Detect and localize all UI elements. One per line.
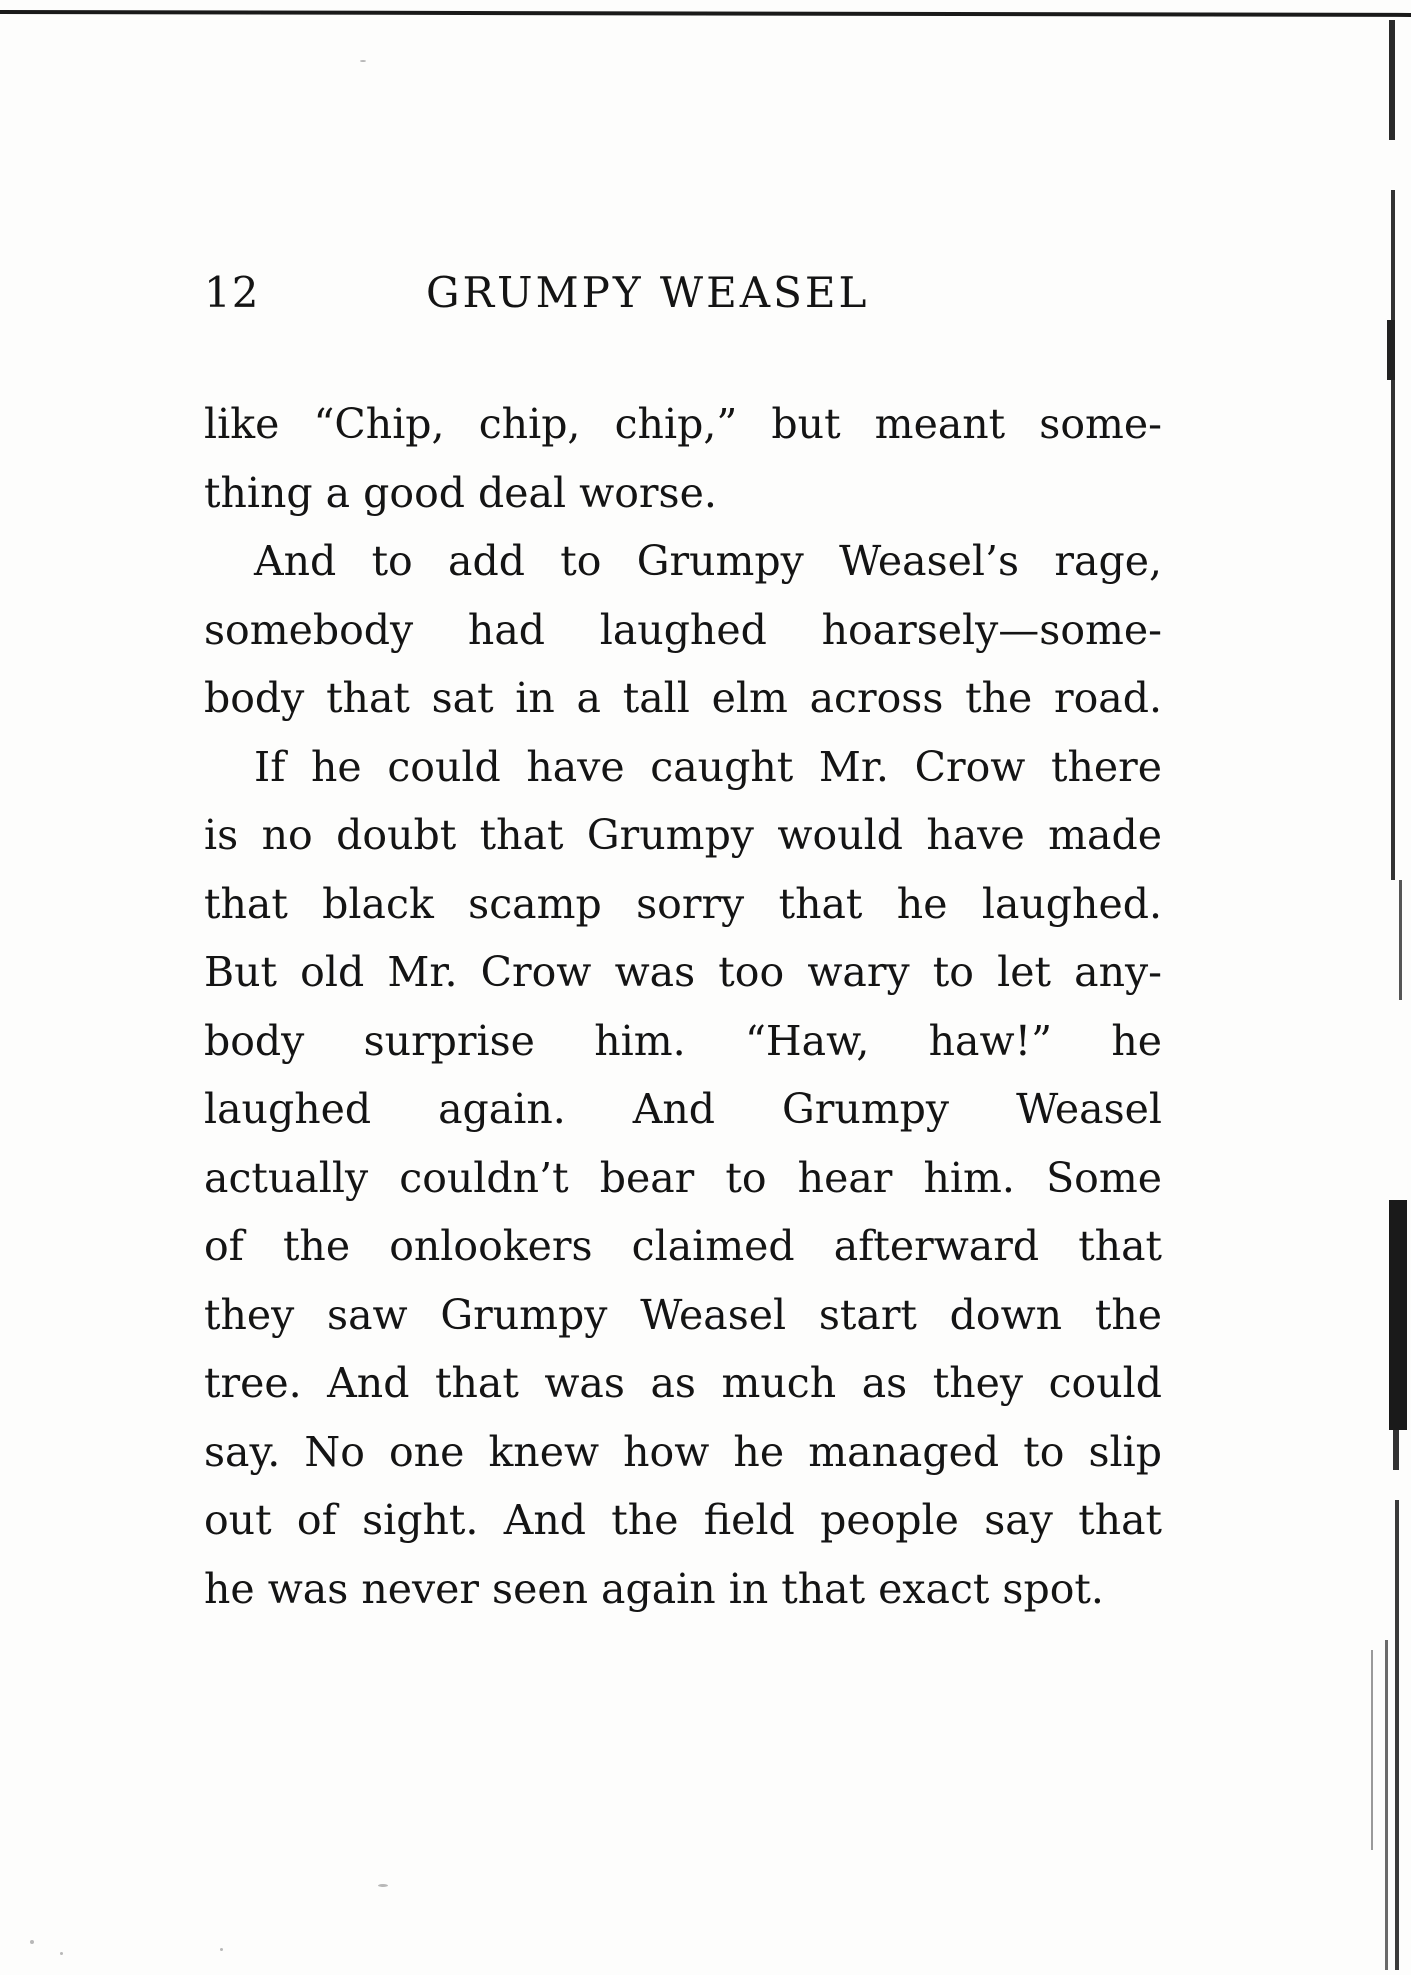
text-line: thing a good deal worse.: [204, 468, 717, 517]
running-title: GRUMPY WEASEL: [426, 268, 870, 317]
text-line: of the onlookers claimed afterward that: [204, 1222, 1162, 1270]
paper-speck: [30, 1940, 34, 1944]
text-line: they saw Grumpy Weasel start down the: [204, 1290, 1162, 1339]
binding-edge: [1351, 0, 1411, 1975]
paper-speck: [220, 1948, 223, 1951]
text-line: he was never seen again in that exact spot.: [204, 1564, 1104, 1613]
text-line: is no doubt that Grumpy would have made: [204, 811, 1162, 859]
page-header: [204, 268, 964, 336]
paper-speck: [60, 1952, 63, 1955]
body-text: [204, 390, 1162, 1623]
paper-speck: [360, 60, 366, 62]
text-line: laughed again. And Grumpy Weasel: [204, 1085, 1162, 1133]
paper-speck: [378, 1884, 388, 1887]
text-line: say. No one knew how he managed to slip: [204, 1427, 1162, 1476]
text-line: tree. And that was as much as they could: [204, 1359, 1162, 1407]
text-line: out of sight. And the field people say that: [204, 1496, 1162, 1544]
text-line: body surprise him. “Haw, haw!” he: [204, 1016, 1162, 1065]
text-line: And to add to Grumpy Weasel’s rage,: [254, 537, 1162, 585]
text-line: But old Mr. Crow was too wary to let any-: [204, 948, 1162, 996]
text-line: like “Chip, chip, chip,” but meant some-: [204, 400, 1162, 448]
text-line: somebody had laughed hoarsely—some-: [204, 605, 1162, 654]
text-line: If he could have caught Mr. Crow there: [254, 742, 1162, 791]
page-number: 12: [204, 268, 260, 317]
text-line: that black scamp sorry that he laughed.: [204, 879, 1162, 928]
text-line: body that sat in a tall elm across the road.: [204, 674, 1162, 722]
top-rule: [0, 10, 1411, 17]
text-line: actually couldn’t bear to hear him. Some: [204, 1153, 1162, 1202]
